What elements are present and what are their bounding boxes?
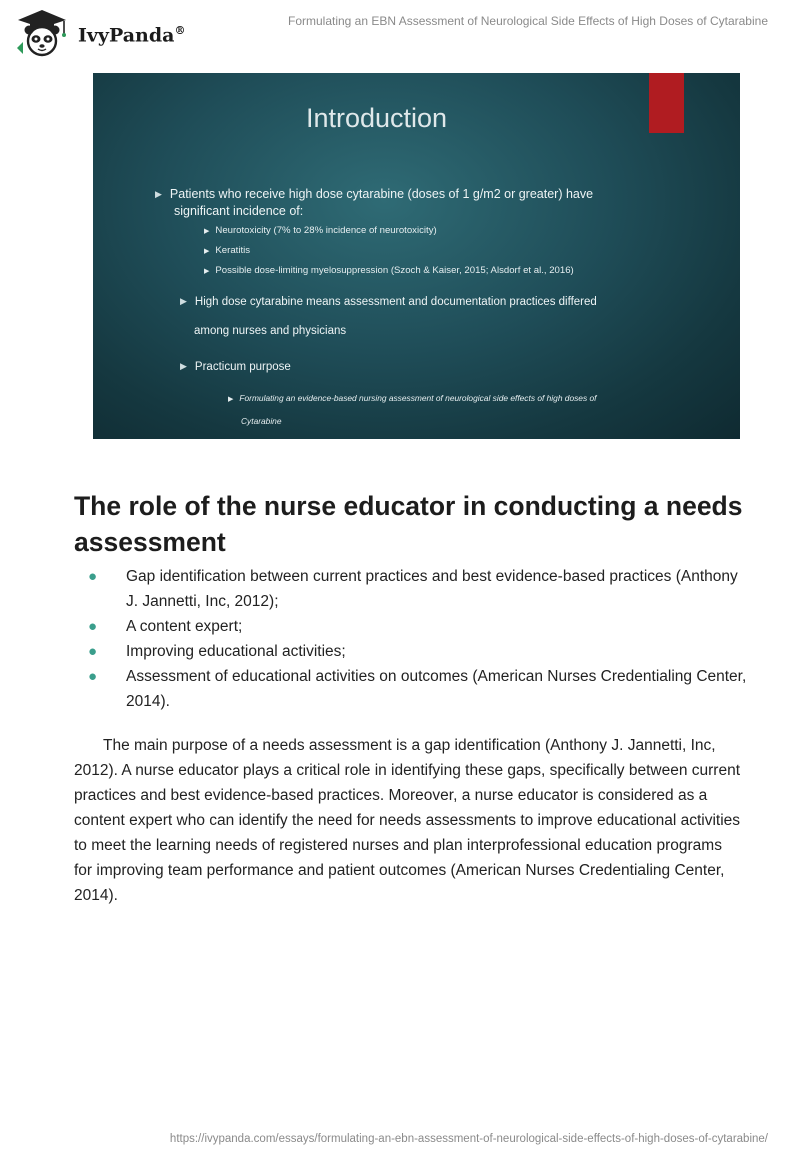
triangle-right-icon: ▶ — [180, 361, 187, 371]
body-paragraph: The main purpose of a needs assessment is a gap identification (Anthony J. Jannetti, Inc, 2012). A nurse educator plays a critical role in identifying these gaps, specifically between current practices and best evidence-based practices. Moreover, a nurse educator is considered as a content expert who can identify the need for needs assessments to improve educational activities to meet the learning needs of registered nurses and plan interprofessional education programs for improving team performance and patient outcomes (American Nurses Credentialing Center, 2014). — [74, 737, 741, 904]
bullet-list — [74, 564, 754, 714]
list-item: ● Improving educational activities; — [74, 639, 754, 664]
slide-italic-2: Cytarabine — [241, 416, 282, 426]
list-item: ● A content expert; — [74, 614, 754, 639]
triangle-right-icon: ▶ — [204, 268, 210, 275]
slide-image — [93, 73, 740, 439]
list-item: ● Gap identification between current practices and best evidence-based practices (Anthony J. Jannetti, Inc, 2012); — [74, 564, 754, 614]
page-header — [0, 0, 800, 60]
slide-italic-1: ▶ Formulating an evidence-based nursing assessment of neurological side effects of high doses of — [228, 393, 597, 403]
slide-sub-2: ▶ Keratitis — [204, 245, 251, 256]
triangle-right-icon: ▶ — [204, 228, 210, 235]
brand-name: IvyPanda® — [78, 23, 186, 47]
slide-bullet-1-cont: significant incidence of: — [174, 204, 304, 218]
slide-bullet-3: ▶ Practicum purpose — [180, 361, 291, 373]
slide-bullet-2-cont: among nurses and physicians — [194, 325, 347, 337]
bullet-dot-icon: ● — [88, 618, 98, 635]
slide-title: Introduction — [305, 103, 448, 133]
panda-graduate-icon — [14, 8, 70, 58]
section-heading: The role of the nurse educator in conducting a needs assessment — [74, 490, 743, 557]
triangle-right-icon: ▶ — [155, 189, 162, 199]
triangle-right-icon: ▶ — [228, 396, 234, 403]
triangle-right-icon: ▶ — [180, 296, 187, 306]
bullet-dot-icon: ● — [88, 568, 98, 585]
slide-bullet-2: ▶ High dose cytarabine means assessment and documentation practices differed — [180, 296, 597, 308]
document-title: Formulating an EBN Assessment of Neurological Side Effects of High Doses of Cytarabine — [287, 14, 768, 28]
list-item: ● Assessment of educational activities on outcomes (American Nurses Credentialing Center, 2014). — [74, 664, 754, 714]
slide-sub-1: ▶ Neurotoxicity (7% to 28% incidence of neurotoxicity) — [204, 225, 437, 236]
triangle-right-icon: ▶ — [204, 248, 210, 255]
bullet-dot-icon: ● — [88, 668, 98, 685]
slide-bullet-1: ▶ Patients who receive high dose cytarabine (doses of 1 g/m2 or greater) have — [155, 187, 594, 201]
source-url-link[interactable]: https://ivypanda.com/essays/formulating-an-ebn-assessment-of-neurological-side-effects-of-high-doses-of-cytarabine/ — [169, 1133, 768, 1145]
brand-logo[interactable] — [14, 8, 185, 58]
slide-sub-3: ▶ Possible dose-limiting myelosuppression (Szoch & Kaiser, 2015; Alsdorf et al., 2016) — [204, 265, 574, 276]
bullet-dot-icon: ● — [88, 643, 98, 660]
